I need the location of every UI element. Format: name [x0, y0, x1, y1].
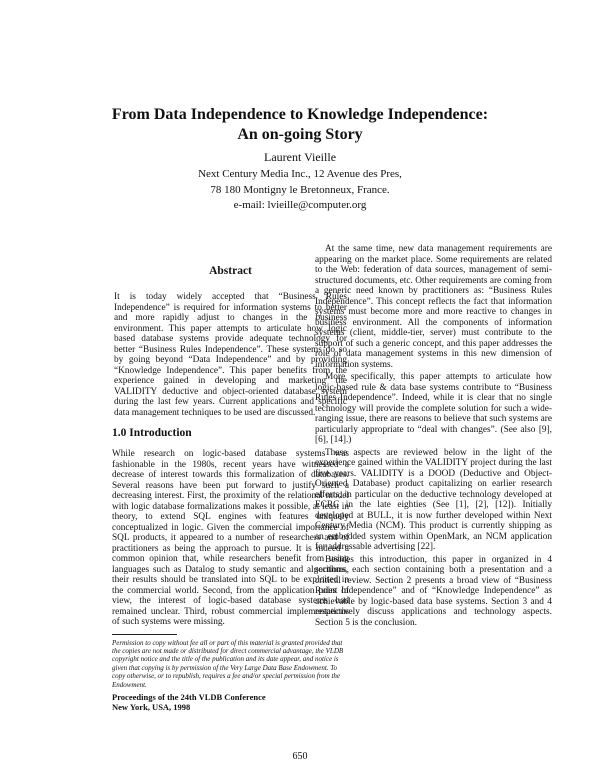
copyright-footnote: Permission to copy without fee all or part of this material is granted provided that the copies are not made or distributed for direct commercial advantage, the VLDB copyright notice and the title of the publication and its date appear, and notice is given that copying is by permission of the Very Large Data Base Endowment. To copy otherwise, or to republish, requires a fee and/or special permission from the Endowment.: [112, 638, 344, 689]
author-address: 78 180 Montigny le Bretonneux, France.: [210, 184, 390, 196]
author-affiliation: Next Century Media Inc., 12 Avenue des Pres,: [198, 168, 402, 180]
page-number: 650: [292, 751, 308, 762]
abstract-text: It is today widely accepted that “Business Rules Independence” is required for information systems to better and more rapidly adjust to changes in the business environment. This paper attempts to articulate how logic based database systems provide adequate technology for better “Business Rules Independence”. These systems do so by going beyond “Data Independence” and by providing “Knowledge Independence”. This paper benefits from the experience gained in developing and marketing the VALIDITY deductive and object-oriented database system during the last few years. Current applications and specific data management techniques to be used are discussed.: [114, 292, 347, 418]
footnote-divider: [112, 634, 177, 635]
intro-paragraph-5: Besides this introduction, this paper in organized in 4 sections, each section containing both a presentation and a critical review. Section 2 presents a broad view of “Business Rules Independence” and of “Knowledge Independence” as achievable by logic-based data base systems. Section 3 and 4 respectively discuss applications and technology aspects. Section 5 is the conclusion.: [315, 554, 552, 628]
intro-paragraph-4: These aspects are reviewed below in the light of the experience gained within the VALIDITY project during the last five years. VALIDITY is a DOOD (Deductive and Object-Oriented Database) product capitalizing on earlier research efforts, in particular on the deductive technology developed at ECRC in the late eighties (See [1], [2], [12]). Initially developed at BULL, it is now further developed within Next Century Media (NCM). This product is currently shipping as an embedded system within OpenMark, an NCM application for addressable advertising [22].: [315, 447, 552, 552]
introduction-heading: 1.0 Introduction: [112, 427, 192, 439]
proceedings-location: New York, USA, 1998: [112, 701, 191, 712]
paper-title-line-1: From Data Independence to Knowledge Independence:: [111, 106, 489, 123]
author-email: e-mail: lvieille@computer.org: [233, 199, 367, 211]
intro-paragraph-2: At the same time, new data management requirements are appearing on the market place. Some requirements are related to the Web: federation of data sources, management of semi-structured documents, etc. Other requirements are coming from a generic need known by practitioners as: “Business Rules Independence”. This concept reflects the fact that information systems must become more and more reactive to changes in business environment. All the components of information systems (client, middle-tier, server) must contribute to the support of such a generic concept, and this paper addresses the role of data management systems in this new dimension of information systems.: [315, 244, 552, 370]
right-column: [315, 244, 552, 628]
proceedings-line: Proceedings of the 24th VLDB Conference: [112, 691, 266, 702]
abstract-heading: Abstract: [209, 265, 252, 277]
intro-paragraph-3: More specifically, this paper attempts to articulate how logic-based rule & data base systems contribute to “Business Rules Independence”. Indeed, while it is clear that no single technology will provide the complete solution for such a wide-ranging issue, there are reasons to believe that such systems are particularly appropriate to “deal with changes”. (See also [9], [6], [14].): [315, 372, 552, 445]
author-name: Laurent Vieille: [263, 150, 337, 164]
paper-title-line-2: An on-going Story: [237, 126, 363, 143]
intro-paragraph-1: While research on logic-based database systems was fashionable in the 1980s, recent years have witnessed a decrease of interest towards this formalization of databases. Several reasons have been put forward to justify such a decreasing interest. First, the proximity of the relational model with logic database formalizations makes it possible, at least in theory, to extend SQL engines with features uniquely conceptualized in logic. Given the commercial importance of SQL products, it appeared to a number of researchers and of practitioners as being the approach to pursue. It is indeed a common opinion that, while researchers benefit from using languages such as Datalog to study semantic and algorithms, their results should be translated into SQL to be exploited in the commercial world. Second, from the application point of view, the interest of logic-based database systems had remained unclear. Third, robust commercial implementations of such systems were missing.: [112, 449, 349, 627]
left-column: [112, 244, 349, 712]
